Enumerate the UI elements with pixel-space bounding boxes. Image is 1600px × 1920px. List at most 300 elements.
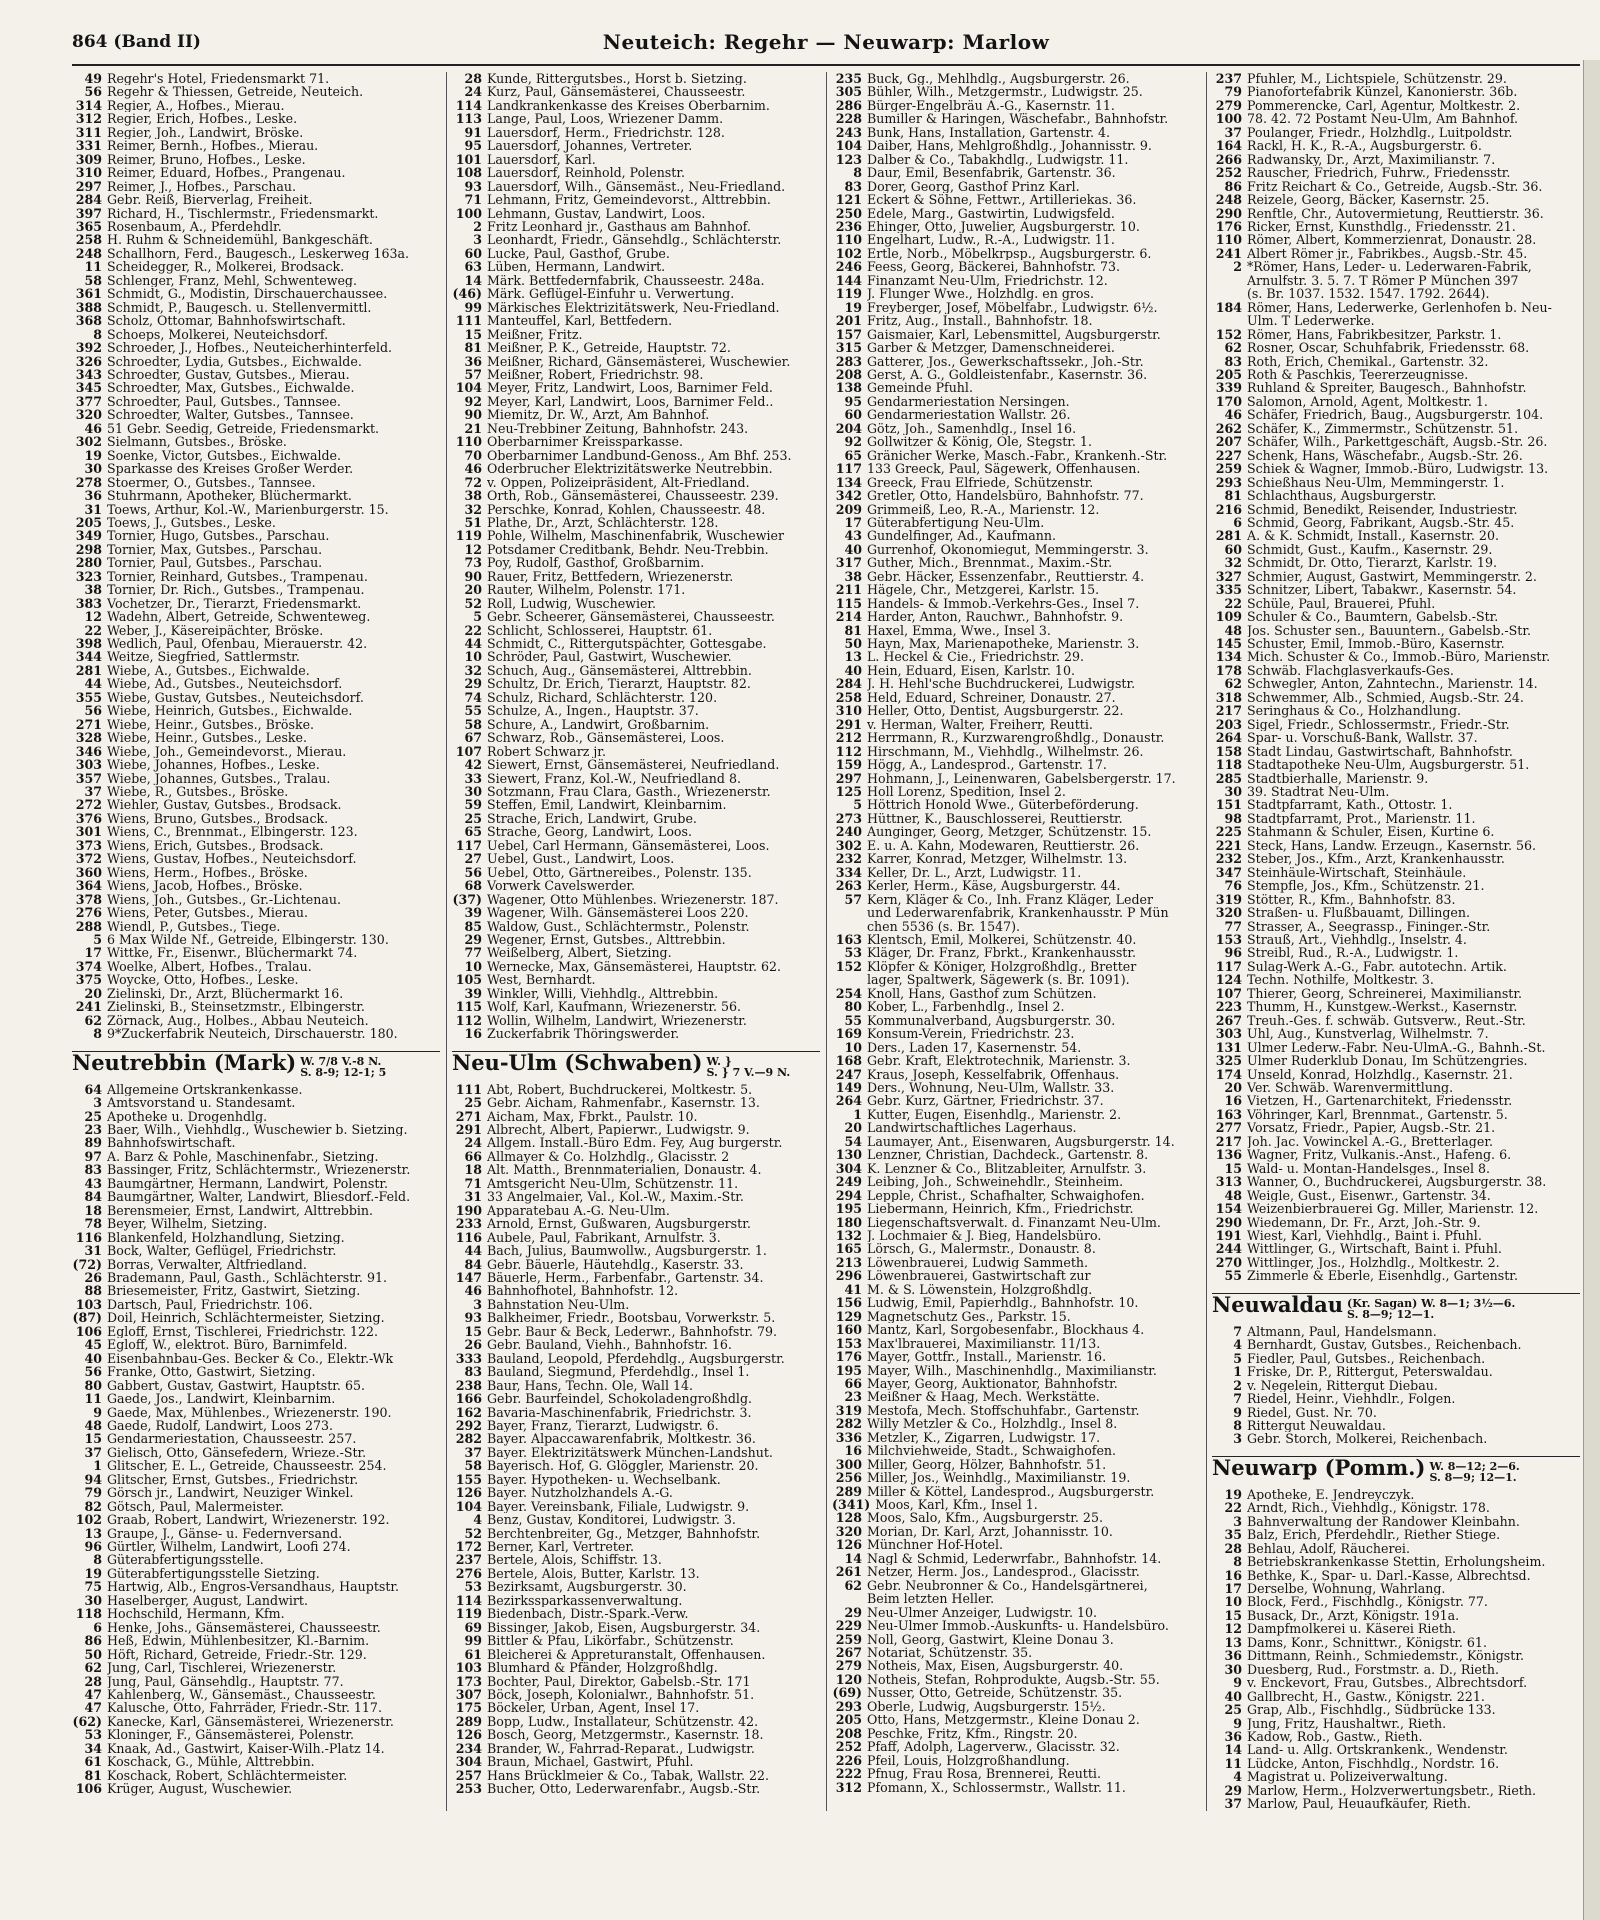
phone-number: 34 (84, 1740, 102, 1756)
directory-entry (832, 1283, 1200, 1296)
directory-entry (452, 1406, 820, 1419)
page-header (72, 30, 1580, 66)
directory-entry (452, 99, 820, 112)
subscriber-text: Nusser, Otto, Getreide, Schützenstr. 35. (867, 1686, 1123, 1700)
subscriber-text: Bayer. Vereinsbank, Filiale, Ludwigstr. 9. (487, 1499, 750, 1514)
subscriber-text: Ders., Laden 17, Kasernenstr. 54. (867, 1040, 1082, 1055)
subscriber-text: Betriebskrankenkasse Stettin, Erholungsheim. (1247, 1555, 1546, 1569)
phone-number: 4 (1233, 1769, 1242, 1785)
phone-number: 357 (75, 770, 102, 786)
subscriber-text: Gebr. Baurfeindel, Schokoladengroßhdlg. (487, 1392, 753, 1406)
phone-number: 164 (1215, 138, 1242, 154)
subscriber-text: Schnitzer, Libert, Tabakwr., Kasernstr. 54. (1247, 583, 1517, 597)
directory-entry (1212, 772, 1580, 785)
subscriber-text: Wiest, Karl, Viehhdlg., Baint i. Pfuhl. (1247, 1228, 1482, 1243)
phone-number: 291 (455, 1121, 482, 1137)
phone-number: 4 (1233, 1337, 1242, 1353)
directory-entry (832, 1767, 1200, 1780)
phone-number: 328 (75, 730, 102, 746)
directory-entry (1212, 314, 1580, 327)
subscriber-text: Apparatebau A.-G. Neu-Ulm. (487, 1203, 670, 1218)
directory-entry (832, 946, 1200, 959)
directory-entry (1212, 1379, 1580, 1392)
subscriber-text: Sparkasse des Kreises Großer Werder. (107, 462, 354, 476)
subscriber-text: Baur, Hans, Techn. Öle, Wall 14. (487, 1378, 693, 1393)
subscriber-text: Schwegler, Anton, Zahntechn., Marienstr. 14. (1247, 677, 1538, 691)
subscriber-text: Schuch, Aug., Gänsemästerei, Alttrebbin. (487, 663, 752, 678)
phone-number: 78 (84, 1216, 102, 1232)
phone-number: 15 (464, 326, 482, 342)
directory-entry (1212, 637, 1580, 650)
directory-entry (1212, 1135, 1580, 1148)
phone-number: 312 (75, 111, 102, 127)
directory-entry (72, 1123, 440, 1136)
phone-number: 44 (464, 1243, 482, 1259)
phone-number: 111 (455, 313, 482, 329)
directory-entry (452, 1083, 820, 1096)
page-number: 864 (Band II) (72, 32, 201, 52)
directory-entry (1212, 408, 1580, 421)
directory-entry (72, 906, 440, 919)
directory-entry (1212, 718, 1580, 731)
phone-number: 162 (455, 1404, 482, 1420)
directory-entry (832, 1700, 1200, 1713)
directory-entry (452, 1110, 820, 1123)
directory-entry (1212, 1014, 1580, 1027)
subscriber-text: Sigel, Friedr., Schlossermstr., Friedr.-Str. (1247, 717, 1510, 732)
directory-entry (832, 1713, 1200, 1726)
subscriber-text: Keller, Dr. L., Arzt, Ludwigstr. 11. (867, 865, 1082, 880)
phone-number: 163 (835, 932, 862, 947)
directory-entry (832, 220, 1200, 233)
subscriber-text: Bürger-Engelbräu A.-G., Kasernstr. 11. (867, 98, 1115, 113)
phone-number: 293 (835, 1698, 862, 1714)
subscriber-text: Wiens, Gustav, Hofbes., Neuteichsdorf. (107, 852, 357, 866)
subscriber-text: Ludwig, Emil, Papierhdlg., Bahnhofstr. 10. (867, 1296, 1139, 1310)
subscriber-text: Mestofa, Mech. Stoffschuhfabr., Gartenstr. (867, 1403, 1140, 1418)
subscriber-text: Bissinger, Jakob, Eisen, Augsburgerstr. 34. (487, 1620, 761, 1635)
directory-entry (1212, 1000, 1580, 1013)
directory-entry (72, 1258, 440, 1271)
directory-entry (72, 1392, 440, 1405)
subscriber-text: Egloff, W., elektrot. Büro, Barnimfeld. (107, 1338, 348, 1352)
phone-number: 105 (455, 972, 482, 988)
directory-entry (1212, 987, 1580, 1000)
phone-number: 303 (75, 757, 102, 773)
phone-number: 319 (1215, 891, 1242, 907)
directory-entry (452, 1231, 820, 1244)
subscriber-text: Schulz, Richard, Schlächterstr. 120. (487, 690, 718, 705)
directory-entry (832, 516, 1200, 529)
directory-entry (832, 745, 1200, 758)
subscriber-text: Gebr. Bauland, Viehh., Bahnhofstr. 16. (487, 1338, 732, 1352)
subscriber-text: Haselberger, August, Landwirt. (107, 1593, 308, 1608)
subscriber-text: Lauersdorf, Johannes, Vertreter. (487, 139, 693, 153)
directory-entry (72, 462, 440, 475)
directory-entry (72, 1553, 440, 1566)
directory-entry (452, 1352, 820, 1365)
subscriber-text: Dartsch, Paul, Friedrichstr. 106. (107, 1297, 313, 1312)
phone-number: 23 (84, 1121, 102, 1137)
subscriber-text: Schwemmer, Alb., Schmied, Augsb.-Str. 24. (1247, 690, 1524, 705)
directory-entry (1212, 72, 1580, 85)
phone-number: 14 (464, 272, 482, 288)
phone-number: 60 (464, 245, 482, 261)
phone-number: 9 (1233, 1675, 1242, 1691)
subscriber-text: Mayer, Gottfr., Install., Marienstr. 16. (867, 1350, 1107, 1364)
subscriber-text: Tornier, Hugo, Gutsbes., Parschau. (107, 529, 330, 543)
directory-entry (1212, 1352, 1580, 1365)
phone-number: 172 (455, 1539, 482, 1555)
subscriber-text: Klöpfer & Königer, Holzgroßhdlg., Bretter (867, 959, 1137, 974)
subscriber-text: Berensmeier, Ernst, Landwirt, Alttrebbin. (107, 1203, 374, 1218)
phone-number: 99 (464, 1633, 482, 1649)
subscriber-text: Bahnstation Neu-Ulm. (487, 1297, 630, 1312)
directory-entry (1212, 624, 1580, 637)
phone-number: 61 (84, 1754, 102, 1770)
phone-number: 125 (835, 784, 862, 800)
phone-number: 38 (84, 582, 102, 598)
directory-entry (72, 731, 440, 744)
subscriber-text: Milchviehweide, Stadt., Schwaighofen. (867, 1444, 1117, 1458)
phone-number: 227 (1215, 447, 1242, 463)
phone-number: 10 (844, 1039, 862, 1055)
phone-number: 17 (844, 514, 862, 530)
directory-entry (452, 395, 820, 408)
subscriber-text: Gollwitzer & König, Öle, Stegstr. 1. (867, 435, 1092, 449)
subscriber-text: Held, Eduard, Schreiner, Donaustr. 27. (867, 690, 1116, 705)
subscriber-text: Steber, Jos., Kfm., Arzt, Krankenhausstr. (1247, 852, 1505, 866)
subscriber-text: Schure, A., Landwirt, Großbarnim. (487, 717, 710, 732)
directory-entry (1212, 1419, 1580, 1432)
directory-entry (832, 1565, 1200, 1578)
directory-entry (452, 435, 820, 448)
subscriber-text: Schenk, Hans, Wäschefabr., Augsb.-Str. 26. (1247, 448, 1523, 463)
subscriber-text: Wiendl, P., Gutsbes., Tiege. (107, 919, 281, 933)
directory-entry (832, 72, 1200, 85)
subscriber-text: Otto, Hans, Metzgermstr., Kleine Donau 2. (867, 1713, 1140, 1727)
directory-entry (1212, 677, 1580, 690)
directory-entry (72, 1567, 440, 1580)
phone-number: 71 (464, 192, 482, 208)
directory-entry (452, 704, 820, 717)
phone-number: 31 (84, 1243, 102, 1259)
phone-number: 18 (84, 1202, 102, 1218)
directory-entry (72, 1271, 440, 1284)
directory-entry (1212, 489, 1580, 502)
phone-number: 236 (835, 218, 862, 234)
phone-number: 69 (464, 1619, 482, 1635)
phone-number: 61 (464, 1646, 482, 1662)
directory-entry (72, 260, 440, 273)
phone-number: 37 (84, 1444, 102, 1460)
directory-entry (452, 731, 820, 744)
phone-number: 263 (835, 878, 862, 894)
directory-entry (1212, 1770, 1580, 1783)
directory-entry (1212, 1569, 1580, 1582)
section-heading (1212, 1293, 1580, 1321)
subscriber-text: Bertele, Alois, Schiffstr. 13. (487, 1553, 662, 1567)
phone-number: (62) (72, 1713, 102, 1729)
directory-entry (452, 906, 820, 919)
directory-entry (1212, 1256, 1580, 1269)
directory-entry (832, 139, 1200, 152)
directory-entry (832, 260, 1200, 273)
phone-number: 37 (1224, 1796, 1242, 1811)
subscriber-text: Schüle, Paul, Brauerei, Pfuhl. (1247, 596, 1436, 611)
subscriber-text: Wiebe, Heinr., Gutsbes., Leske. (107, 731, 307, 745)
directory-entry (72, 1634, 440, 1647)
directory-entry (1212, 704, 1580, 717)
subscriber-text: Liebermann, Heinrich, Kfm., Friedrichstr. (867, 1202, 1134, 1216)
subscriber-text: Gerst, A. G., Goldleistenfabr., Kasernstr. 36. (867, 367, 1148, 382)
section-office-hours (706, 1056, 790, 1079)
phone-number: 238 (455, 1377, 482, 1393)
directory-entry (832, 785, 1200, 798)
subscriber-text: Abt, Robert, Buchdruckerei, Moltkestr. 5. (487, 1082, 753, 1097)
directory-entry (1212, 920, 1580, 933)
phone-number: 334 (835, 864, 862, 880)
subscriber-text: Kraus, Joseph, Kesselfabrik, Offenhaus. (867, 1067, 1120, 1081)
subscriber-text: Wiens, Bruno, Gutsbes., Brodsack. (107, 811, 329, 826)
directory-entry (1212, 1743, 1580, 1756)
phone-number: 40 (844, 662, 862, 678)
subscriber-text: Löwenbrauerei, Ludwig Sammeth. (867, 1255, 1089, 1270)
subscriber-text: Graupe, J., Gänse- u. Federnversand. (107, 1526, 343, 1541)
subscriber-text: Allgemeine Ortskrankenkasse. (107, 1082, 303, 1097)
subscriber-text: Albert Römer jr., Fabrikbes., Augsb.-Str. 45. (1247, 246, 1528, 261)
phone-number: 291 (835, 716, 862, 732)
directory-entry (72, 1284, 440, 1297)
directory-entry (72, 772, 440, 785)
phone-number: 36 (1224, 1648, 1242, 1664)
phone-number: 289 (835, 1483, 862, 1499)
phone-number: 345 (75, 380, 102, 396)
phone-number: 108 (455, 165, 482, 181)
phone-number: 104 (455, 380, 482, 396)
subscriber-text: Wiebe, Ad., Gutsbes., Neuteichsdorf. (107, 677, 343, 691)
directory-entry (832, 233, 1200, 246)
phone-number: 46 (84, 420, 102, 436)
phone-number: 129 (835, 1308, 862, 1324)
directory-entry (72, 637, 440, 650)
directory-entry (1212, 112, 1580, 125)
subscriber-text: Lauersdorf, Wilh., Gänsemäst., Neu-Friedland. (487, 179, 786, 194)
directory-entry (1212, 435, 1580, 448)
directory-entry (72, 99, 440, 112)
subscriber-text: 39. Stadtrat Neu-Ulm. (1247, 785, 1390, 799)
phone-number: 25 (1224, 1702, 1242, 1718)
subscriber-text: Balkheimer, Friedr., Bootsbau, Vorwerkstr. 5. (487, 1311, 776, 1325)
phone-number: 365 (75, 218, 102, 234)
directory-entry (1212, 597, 1580, 610)
subscriber-text: Gebr. Aicham, Rahmenfabr., Kasernstr. 13. (487, 1096, 760, 1110)
directory-entry (1212, 812, 1580, 825)
phone-number: (72) (72, 1256, 102, 1272)
subscriber-text: Dorer, Georg, Gasthof Prinz Karl. (867, 179, 1080, 194)
directory-entry (1212, 960, 1580, 973)
phone-number: 73 (464, 555, 482, 571)
directory-entry (832, 1189, 1200, 1202)
directory-entry (832, 1175, 1200, 1188)
subscriber-text: Guther, Mich., Brennmat., Maxim.-Str. (867, 556, 1113, 570)
subscriber-text: Straßen- u. Flußbauamt, Dillingen. (1247, 906, 1471, 920)
phone-number: 29 (464, 932, 482, 947)
directory-entry (1212, 126, 1580, 139)
directory-entry (72, 664, 440, 677)
directory-entry (452, 1527, 820, 1540)
phone-number: 10 (464, 958, 482, 974)
directory-entry (72, 516, 440, 529)
directory-entry (452, 677, 820, 690)
phone-number: 50 (844, 636, 862, 652)
directory-entry (832, 1121, 1200, 1134)
directory-entry (72, 839, 440, 852)
subscriber-text: Pfomann, X., Schlossermstr., Wallstr. 11. (867, 1780, 1126, 1794)
subscriber-text: Meißner & Haag, Mech. Werkstätte. (867, 1390, 1100, 1404)
subscriber-text: Manteuffel, Karl, Bettfedern. (487, 314, 673, 328)
directory-entry (72, 193, 440, 206)
directory-entry (832, 341, 1200, 354)
subscriber-text: Bezirkssparkassenverwaltung. (487, 1593, 683, 1608)
directory-entry (452, 1701, 820, 1714)
subscriber-text: Schultz, Dr. Erich, Tierarzt, Hauptstr. 82. (487, 677, 751, 691)
directory-entry (832, 381, 1200, 394)
phone-number: 9 (1233, 1715, 1242, 1731)
phone-number: 281 (75, 662, 102, 678)
subscriber-text: Bertele, Alois, Butter, Karlstr. 13. (487, 1566, 700, 1581)
subscriber-text: Rauter, Wilhelm, Polenstr. 171. (487, 583, 686, 597)
directory-entry (72, 893, 440, 906)
subscriber-text: Bauland, Leopold, Pferdehdlg., Augsburgerstr. (487, 1351, 785, 1366)
subscriber-text: Bochter, Paul, Direktor, Gabelsb.-Str. 171 (487, 1674, 751, 1689)
directory-entry (832, 247, 1200, 260)
phone-number: 8 (1233, 1417, 1242, 1433)
directory-entry (452, 260, 820, 273)
subscriber-text: Kerler, Herm., Käse, Augsburgerstr. 44. (867, 879, 1121, 893)
phone-number: 107 (1215, 985, 1242, 1001)
subscriber-text: Willy Metzler & Co., Holzhdlg., Insel 8. (867, 1417, 1118, 1431)
subscriber-text: J. Flunger Wwe., Holzhdlg. en gros. (867, 287, 1094, 301)
phone-number: 115 (835, 595, 862, 611)
directory-entry (832, 193, 1200, 206)
subscriber-text: *Römer, Hans, Leder- u. Lederwaren-Fabrik, (1247, 260, 1532, 274)
phone-number: 39 (464, 985, 482, 1001)
subscriber-text: Höft, Richard, Getreide, Friedr.-Str. 129. (107, 1647, 367, 1662)
subscriber-text: Schroedter, Lydia, Gutsbes., Eichwalde. (107, 354, 362, 368)
phone-number: 307 (455, 1687, 482, 1703)
directory-entry (452, 462, 820, 475)
directory-entry (832, 1781, 1200, 1794)
phone-number: 25 (464, 1095, 482, 1111)
directory-entry (832, 1646, 1200, 1659)
directory-entry (452, 1150, 820, 1163)
directory-entry (72, 1446, 440, 1459)
subscriber-text: 33 Angelmaier, Val., Kol.-W., Maxim.-Str. (487, 1190, 744, 1204)
phone-number: 89 (84, 1135, 102, 1151)
subscriber-text: Miemitz, Dr. W., Arzt, Am Bahnhof. (487, 408, 710, 422)
directory-entry (832, 112, 1200, 125)
subscriber-text: Amtsvorstand u. Standesamt. (107, 1096, 296, 1110)
directory-entry (832, 893, 1200, 906)
subscriber-text: Busack, Dr., Arzt, Königstr. 191a. (1247, 1608, 1460, 1623)
directory-entry (1212, 946, 1580, 959)
phone-number: 173 (455, 1673, 482, 1689)
phone-number: 98 (1224, 810, 1242, 826)
directory-entry (452, 839, 820, 852)
phone-number: 3 (93, 1095, 102, 1111)
subscriber-text: Wittlinger, Jos., Holzhdlg., Moltkestr. 2. (1247, 1255, 1500, 1270)
phone-number: 282 (835, 1416, 862, 1432)
subscriber-text: Wiens, C., Brennmat., Elbingerstr. 123. (107, 825, 358, 839)
phone-number: 136 (1215, 1147, 1242, 1163)
directory-entry (452, 233, 820, 246)
directory-entry (1212, 301, 1580, 314)
phone-number: 115 (455, 999, 482, 1015)
phone-number: 100 (455, 205, 482, 221)
phone-number: 40 (84, 1350, 102, 1366)
directory-entry (832, 650, 1200, 663)
directory-entry (1212, 274, 1580, 287)
directory-entry (1212, 1784, 1580, 1797)
directory-entry (72, 1110, 440, 1123)
directory-entry (452, 624, 820, 637)
subscriber-text: Wagener, Wilh. Gänsemästerei Loos 220. (487, 906, 749, 920)
subscriber-text: Gurrenhof, Ökonomiegut, Memmingerstr. 3. (867, 542, 1149, 557)
subscriber-text: Toews, J., Gutsbes., Leske. (107, 515, 276, 530)
subscriber-text: J. H. Hehl'sche Buchdruckerei, Ludwigstr. (867, 677, 1136, 691)
phone-number: 15 (1224, 1607, 1242, 1623)
subscriber-text: Stuhrmann, Apotheker, Blüchermarkt. (107, 489, 352, 503)
subscriber-text: Gendarmeriestation, Chausseestr. 257. (107, 1432, 357, 1446)
subscriber-text: Albrecht, Albert, Papierwr., Ludwigstr. 9. (487, 1122, 750, 1137)
subscriber-text: Woelke, Albert, Hofbes., Tralau. (107, 959, 312, 974)
directory-entry (452, 112, 820, 125)
directory-entry (72, 745, 440, 758)
phone-number: 126 (455, 1727, 482, 1743)
phone-number: 13 (1224, 1634, 1242, 1650)
subscriber-text: Kanecke, Karl, Gänsemästerei, Wriezenerstr. (107, 1714, 394, 1729)
phone-number: 376 (75, 810, 102, 826)
directory-entry (1212, 1690, 1580, 1703)
subscriber-text: Bayer. Elektrizitätswerk München-Landshut. (487, 1445, 773, 1460)
phone-number: 47 (84, 1687, 102, 1703)
phone-number: 262 (1215, 420, 1242, 436)
directory-entry (72, 1204, 440, 1217)
phone-number: 75 (84, 1579, 102, 1595)
directory-entry (832, 1377, 1200, 1390)
subscriber-text: Gendarmeriestation Nersingen. (867, 394, 1070, 409)
phone-number: 8 (93, 326, 102, 342)
directory-entry (832, 570, 1200, 583)
phone-number: 29 (844, 1604, 862, 1620)
phone-number: 8 (853, 165, 862, 181)
subscriber-text: lager, Spaltwerk, Sägewerk (s. Br. 1091). (867, 973, 1130, 987)
phone-number: 289 (455, 1713, 482, 1729)
phone-number: 256 (835, 1470, 862, 1486)
directory-entry (452, 1419, 820, 1432)
directory-entry (72, 1742, 440, 1755)
phone-number: 39 (464, 905, 482, 921)
directory-entry (832, 812, 1200, 825)
phone-number: 174 (1215, 1066, 1242, 1082)
subscriber-text: Stadtpfarramt, Kath., Ottostr. 1. (1247, 798, 1453, 812)
phone-number: 42 (464, 757, 482, 773)
phone-number: 277 (1215, 1120, 1242, 1136)
directory-entry (1212, 893, 1580, 906)
directory-entry (1212, 233, 1580, 246)
subscriber-text: Ulm. T Lederwerke. (1247, 314, 1375, 328)
